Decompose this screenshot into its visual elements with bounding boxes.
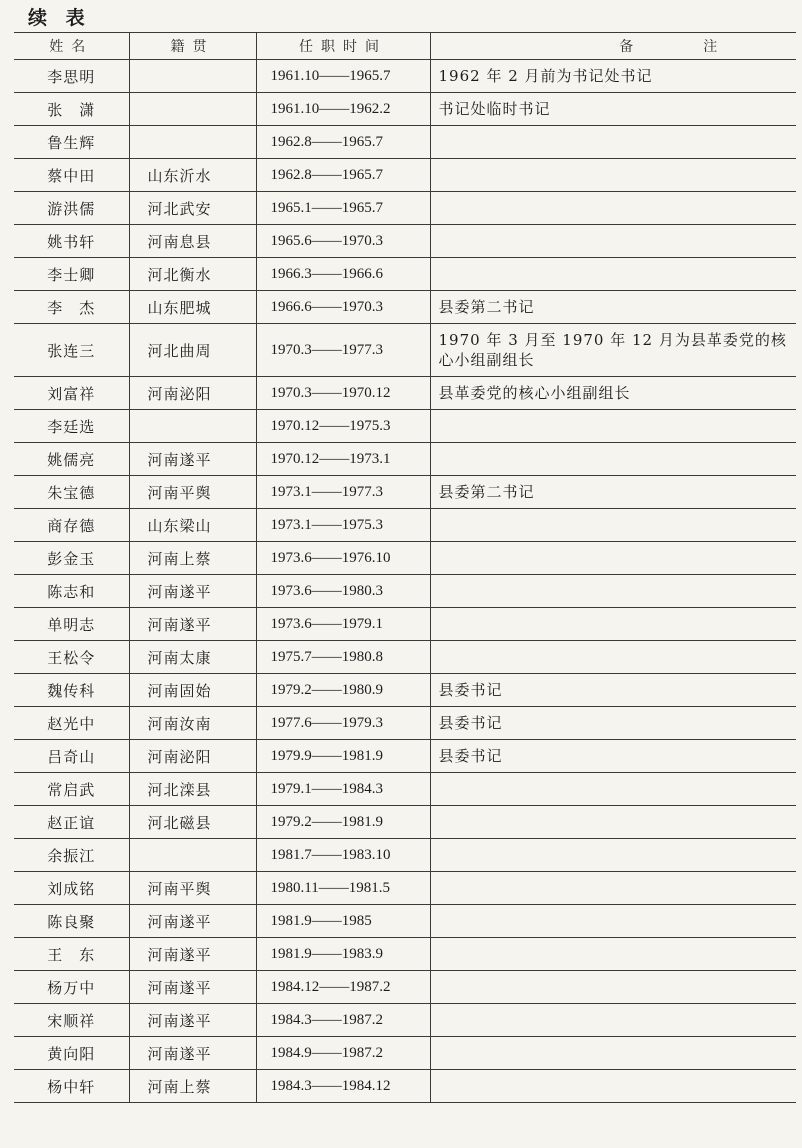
cell-term: 1965.1——1965.7 xyxy=(256,192,430,225)
table-row xyxy=(14,258,796,291)
cell-name: 杨万中 xyxy=(14,971,129,1004)
cell-term: 1973.6——1979.1 xyxy=(256,608,430,641)
cell-term: 1970.3——1970.12 xyxy=(256,377,430,410)
cell-name: 常启武 xyxy=(14,773,129,806)
cell-term: 1984.3——1984.12 xyxy=(256,1070,430,1103)
cell-name: 商存德 xyxy=(14,509,129,542)
cell-name: 黄向阳 xyxy=(14,1037,129,1070)
cell-origin xyxy=(129,93,256,126)
cell-term: 1966.3——1966.6 xyxy=(256,258,430,291)
cell-origin: 河南遂平 xyxy=(129,608,256,641)
table-row xyxy=(14,126,796,159)
cell-origin: 河南遂平 xyxy=(129,443,256,476)
table-row xyxy=(14,443,796,476)
cell-origin: 河南遂平 xyxy=(129,971,256,1004)
cell-remark xyxy=(430,258,796,291)
cell-origin: 河北滦县 xyxy=(129,773,256,806)
cell-remark xyxy=(430,905,796,938)
table-row xyxy=(14,542,796,575)
cell-name: 刘成铭 xyxy=(14,872,129,905)
cell-name: 陈志和 xyxy=(14,575,129,608)
cell-origin: 河南遂平 xyxy=(129,905,256,938)
cell-remark xyxy=(430,641,796,674)
cell-origin: 山东肥城 xyxy=(129,291,256,324)
cell-remark xyxy=(430,542,796,575)
cell-remark xyxy=(430,806,796,839)
cell-term: 1973.6——1980.3 xyxy=(256,575,430,608)
cell-term: 1980.11——1981.5 xyxy=(256,872,430,905)
cell-name: 赵光中 xyxy=(14,707,129,740)
cell-term: 1981.7——1983.10 xyxy=(256,839,430,872)
cell-remark xyxy=(430,872,796,905)
cell-term: 1979.9——1981.9 xyxy=(256,740,430,773)
cell-name: 杨中轩 xyxy=(14,1070,129,1103)
cell-origin: 河南平舆 xyxy=(129,476,256,509)
cell-origin: 河北武安 xyxy=(129,192,256,225)
cell-term: 1975.7——1980.8 xyxy=(256,641,430,674)
cell-remark xyxy=(430,971,796,1004)
cell-remark xyxy=(430,773,796,806)
header-origin: 籍贯 xyxy=(129,33,256,60)
table-row xyxy=(14,905,796,938)
cell-term: 1979.2——1980.9 xyxy=(256,674,430,707)
table-row xyxy=(14,1037,796,1070)
table-row xyxy=(14,225,796,258)
cell-name: 王松令 xyxy=(14,641,129,674)
cell-term: 1979.2——1981.9 xyxy=(256,806,430,839)
cell-origin: 河南息县 xyxy=(129,225,256,258)
cell-remark xyxy=(430,1070,796,1103)
cell-term: 1984.12——1987.2 xyxy=(256,971,430,1004)
cell-term: 1962.8——1965.7 xyxy=(256,126,430,159)
table-row xyxy=(14,773,796,806)
cell-origin: 河北磁县 xyxy=(129,806,256,839)
cell-term: 1970.12——1973.1 xyxy=(256,443,430,476)
table-row xyxy=(14,291,796,324)
table-row xyxy=(14,1004,796,1037)
cell-remark xyxy=(430,509,796,542)
cell-remark: 县委第二书记 xyxy=(430,291,796,324)
cell-remark xyxy=(430,839,796,872)
cell-origin: 河南泌阳 xyxy=(129,740,256,773)
cell-name: 张连三 xyxy=(14,324,129,377)
cell-name: 赵正谊 xyxy=(14,806,129,839)
cell-term: 1965.6——1970.3 xyxy=(256,225,430,258)
cell-name: 李士卿 xyxy=(14,258,129,291)
table-row xyxy=(14,1070,796,1103)
cell-remark: 1970 年 3 月至 1970 年 12 月为县革委党的核心小组副组长 xyxy=(430,324,796,377)
cell-name: 姚书轩 xyxy=(14,225,129,258)
table-body xyxy=(14,60,796,1103)
cell-name: 彭金玉 xyxy=(14,542,129,575)
cell-remark xyxy=(430,1037,796,1070)
cell-term: 1962.8——1965.7 xyxy=(256,159,430,192)
table-row xyxy=(14,971,796,1004)
cell-remark: 县革委党的核心小组副组长 xyxy=(430,377,796,410)
cell-origin: 山东沂水 xyxy=(129,159,256,192)
cell-origin: 山东梁山 xyxy=(129,509,256,542)
cell-term: 1961.10——1962.2 xyxy=(256,93,430,126)
table-row xyxy=(14,93,796,126)
cell-term: 1984.3——1987.2 xyxy=(256,1004,430,1037)
cell-origin: 河南遂平 xyxy=(129,938,256,971)
header-remark xyxy=(430,33,796,60)
table-row xyxy=(14,707,796,740)
cell-term: 1973.1——1977.3 xyxy=(256,476,430,509)
header-row xyxy=(14,33,796,60)
cell-origin: 河南遂平 xyxy=(129,1037,256,1070)
cell-term: 1961.10——1965.7 xyxy=(256,60,430,93)
table-row xyxy=(14,839,796,872)
cell-remark xyxy=(430,410,796,443)
cell-term: 1973.1——1975.3 xyxy=(256,509,430,542)
table-row xyxy=(14,938,796,971)
table-row xyxy=(14,476,796,509)
table-header xyxy=(14,33,796,60)
header-remark-a: 备 xyxy=(619,39,634,55)
cell-remark: 县委书记 xyxy=(430,740,796,773)
officials-table xyxy=(14,32,796,1103)
table-row xyxy=(14,324,796,377)
cell-remark xyxy=(430,1004,796,1037)
cell-term: 1984.9——1987.2 xyxy=(256,1037,430,1070)
cell-term: 1981.9——1983.9 xyxy=(256,938,430,971)
cell-remark xyxy=(430,126,796,159)
cell-name: 王 东 xyxy=(14,938,129,971)
header-remark-b: 注 xyxy=(703,39,718,55)
cell-remark xyxy=(430,443,796,476)
cell-origin xyxy=(129,126,256,159)
table-row xyxy=(14,410,796,443)
cell-name: 鲁生辉 xyxy=(14,126,129,159)
table-row xyxy=(14,674,796,707)
cell-origin: 河南上蔡 xyxy=(129,1070,256,1103)
cell-remark xyxy=(430,938,796,971)
cell-origin: 河北曲周 xyxy=(129,324,256,377)
cell-origin: 河南汝南 xyxy=(129,707,256,740)
cell-remark xyxy=(430,225,796,258)
cell-origin: 河南固始 xyxy=(129,674,256,707)
cell-name: 吕奇山 xyxy=(14,740,129,773)
table-row xyxy=(14,377,796,410)
table-row xyxy=(14,608,796,641)
table-row xyxy=(14,806,796,839)
cell-name: 蔡中田 xyxy=(14,159,129,192)
cell-name: 朱宝德 xyxy=(14,476,129,509)
cell-origin: 河南遂平 xyxy=(129,1004,256,1037)
cell-origin xyxy=(129,410,256,443)
cell-origin: 河南泌阳 xyxy=(129,377,256,410)
cell-name: 魏传科 xyxy=(14,674,129,707)
table-row xyxy=(14,575,796,608)
cell-origin: 河北衡水 xyxy=(129,258,256,291)
cell-origin: 河南上蔡 xyxy=(129,542,256,575)
page-title: 续 表 xyxy=(28,7,91,29)
cell-origin xyxy=(129,839,256,872)
table-row xyxy=(14,192,796,225)
cell-remark: 县委书记 xyxy=(430,707,796,740)
cell-remark xyxy=(430,192,796,225)
cell-origin: 河南平舆 xyxy=(129,872,256,905)
cell-name: 宋顺祥 xyxy=(14,1004,129,1037)
cell-name: 李 杰 xyxy=(14,291,129,324)
cell-term: 1977.6——1979.3 xyxy=(256,707,430,740)
table-row xyxy=(14,641,796,674)
cell-origin: 河南遂平 xyxy=(129,575,256,608)
cell-term: 1970.12——1975.3 xyxy=(256,410,430,443)
table-row xyxy=(14,872,796,905)
header-name: 姓名 xyxy=(14,33,129,60)
cell-remark: 1962 年 2 月前为书记处书记 xyxy=(430,60,796,93)
cell-origin: 河南太康 xyxy=(129,641,256,674)
cell-name: 游洪儒 xyxy=(14,192,129,225)
cell-remark xyxy=(430,575,796,608)
table-row xyxy=(14,159,796,192)
cell-remark: 县委第二书记 xyxy=(430,476,796,509)
table-row xyxy=(14,509,796,542)
cell-term: 1966.6——1970.3 xyxy=(256,291,430,324)
cell-origin xyxy=(129,60,256,93)
cell-name: 李思明 xyxy=(14,60,129,93)
cell-term: 1979.1——1984.3 xyxy=(256,773,430,806)
cell-name: 刘富祥 xyxy=(14,377,129,410)
cell-term: 1981.9——1985 xyxy=(256,905,430,938)
cell-name: 余振江 xyxy=(14,839,129,872)
header-term: 任职时间 xyxy=(256,33,430,60)
table-row xyxy=(14,740,796,773)
cell-remark: 县委书记 xyxy=(430,674,796,707)
cell-name: 张 潇 xyxy=(14,93,129,126)
cell-name: 姚儒亮 xyxy=(14,443,129,476)
cell-name: 李廷选 xyxy=(14,410,129,443)
cell-term: 1973.6——1976.10 xyxy=(256,542,430,575)
table-row xyxy=(14,60,796,93)
cell-name: 单明志 xyxy=(14,608,129,641)
cell-remark: 书记处临时书记 xyxy=(430,93,796,126)
cell-name: 陈良聚 xyxy=(14,905,129,938)
cell-term: 1970.3——1977.3 xyxy=(256,324,430,377)
cell-remark xyxy=(430,608,796,641)
cell-remark xyxy=(430,159,796,192)
